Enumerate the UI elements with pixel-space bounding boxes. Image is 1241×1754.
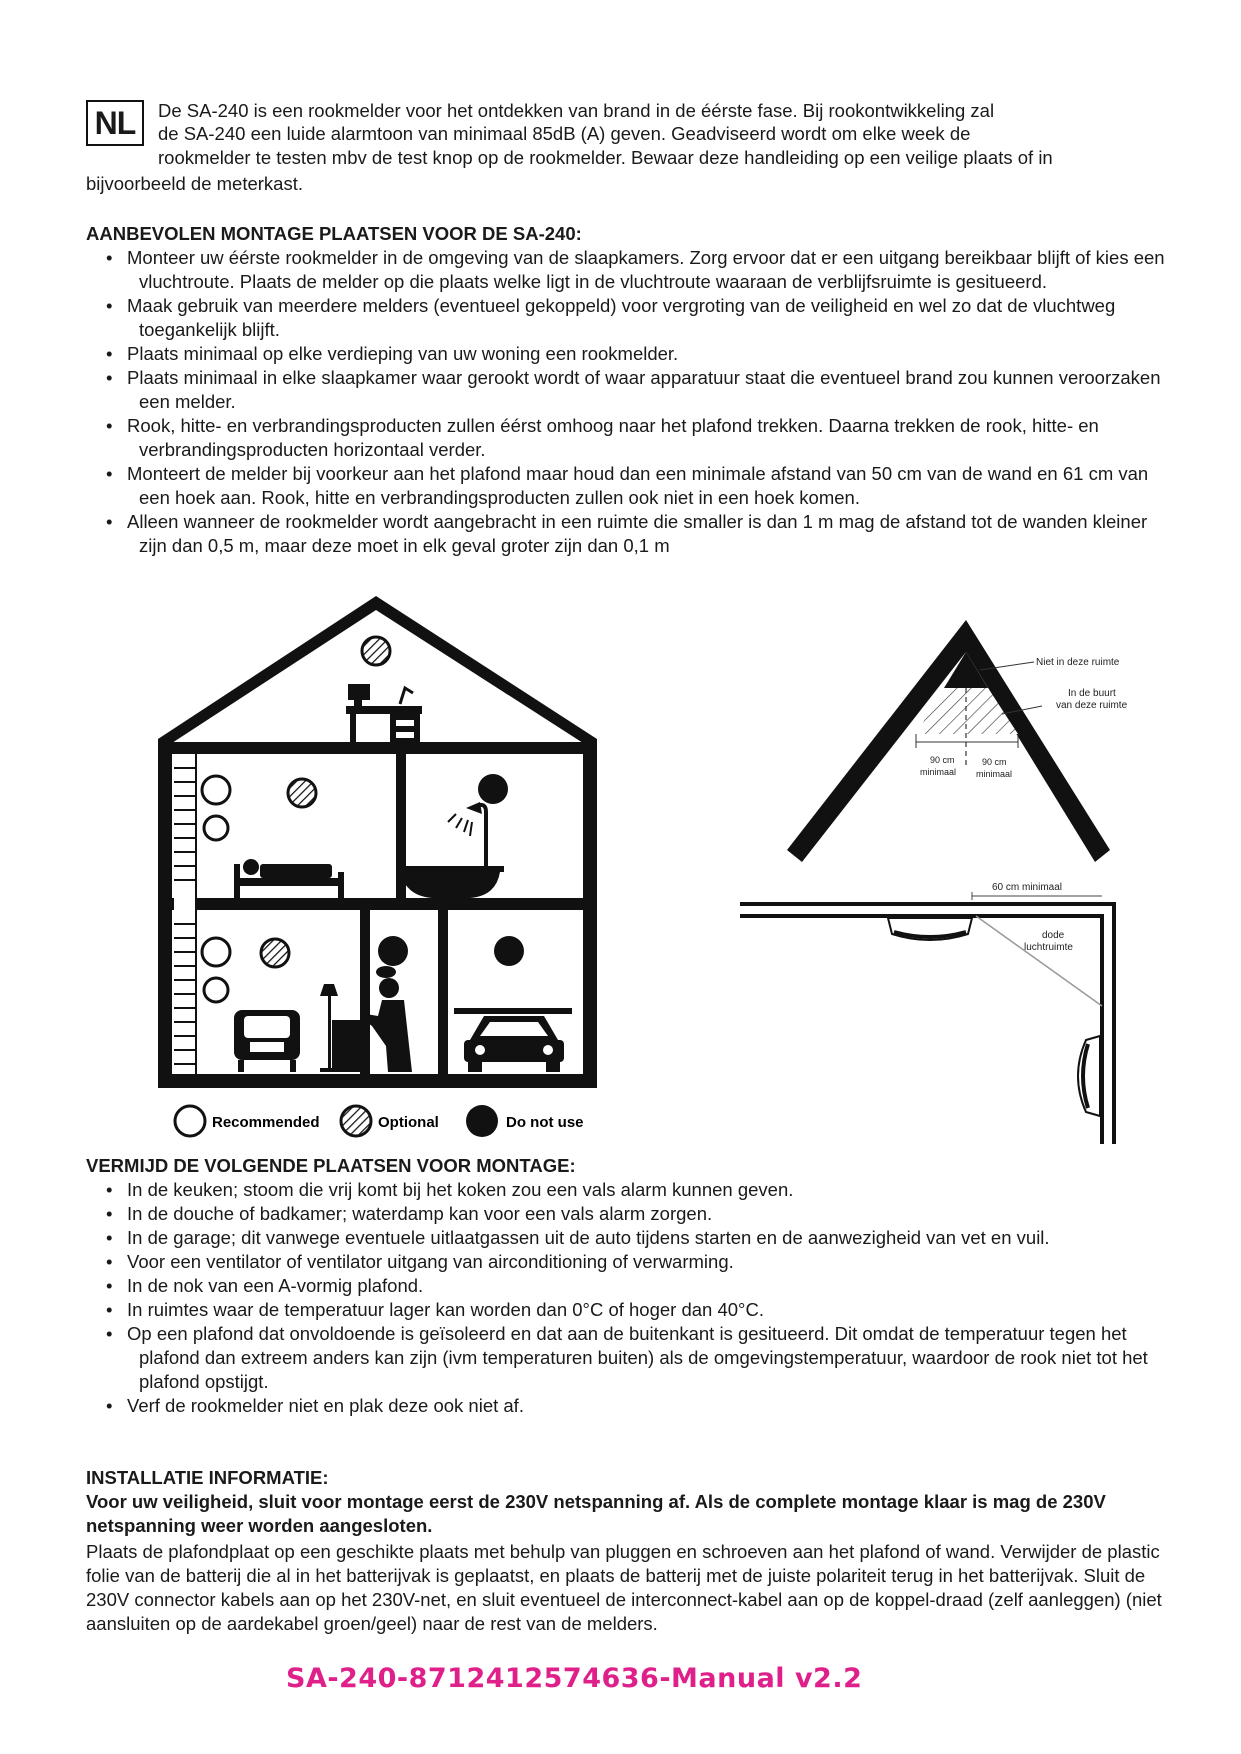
intro-line-2: de SA-240 een luide alarmtoon van minimaal 85dB (A) geven. Geadviseerd wordt om elke week de [158,123,971,144]
manual-version-footer: SA-240-8712412574636-Manual v2.2 [286,1663,863,1694]
label-near-zone-2: van deze ruimte [1056,700,1128,711]
exit-sign-icon [204,978,228,1002]
recommended-item: • Alleen wanneer de rookmelder wordt aangebracht in een ruimte die smaller is dan 1 m mag de afstand tot de wanden kleiner zijn dan 0,5 m, maar deze moet in elk geval groter zijn dan 0,1 m [86,510,1166,558]
recommended-list [86,246,1166,558]
recommended-item: • Plaats minimaal in elke slaapkamer waar gerookt wordt of waar apparatuur staat die eventueel brand zou kunnen veroorzaken een melder. [86,366,1166,414]
install-paragraph: Plaats de plafondplaat op een geschikte plaats met behulp van pluggen en schroeven aan het plafond of wand. Verwijder de plastic folie van de batterij die al in het batterijvak is geplaatst, en plaats de batterij met de juiste polariteit terug in het batterijvak. Sluit de 230V connector kabels aan op het 230V-net, en sluit eventueel de interconnect-kabel aan op de koppel-draad (zelf aanleggen) (niet aansluiten op de aardekabel groen/geel) naar de rest van de melders. [86,1541,1162,1634]
recommended-marker [202,938,230,966]
avoid-item: • In de douche of badkamer; waterdamp kan voor een vals alarm zorgen. [86,1202,1166,1226]
intro-line-1: De SA-240 is een rookmelder voor het ontdekken van brand in de éérste fase. Bij rookontwikkeling zal [158,100,995,121]
avoid-item: • In ruimtes waar de temperatuur lager kan worden dan 0°C of hoger dan 40°C. [86,1298,1166,1322]
recommended-item: • Monteert de melder bij voorkeur aan het plafond maar houd dan een minimale afstand van 50 cm van de wand en 61 cm van een hoek aan. Rook, hitte en verbrandingsproducten zullen ook niet in een hoek komen. [86,462,1166,510]
staircase [174,754,196,1074]
do-not-use-marker [378,936,408,966]
recommended-item: • Plaats minimaal op elke verdieping van uw woning een rookmelder. [86,342,1166,366]
avoid-heading: VERMIJD DE VOLGENDE PLAATSEN VOOR MONTAGE: [86,1155,576,1176]
wall-corner-diagram [740,876,1120,1146]
optional-marker [362,637,390,665]
legend-optional-icon [341,1106,371,1136]
house-placement-diagram [150,596,610,1146]
recommended-item: • Maak gebruik van meerdere melders (eventueel gekoppeld) voor vergroting van de veiligheid en wel zo dat de vluchtweg toegankelijk blijft. [86,294,1166,342]
legend-recommended-label: Recommended [212,1114,320,1131]
avoid-item: • In de nok van een A-vormig plafond. [86,1274,1166,1298]
avoid-item: • Verf de rookmelder niet en plak deze ook niet af. [86,1394,1166,1418]
recommended-item: • Rook, hitte- en verbrandingsproducten zullen éérst omhoog naar het plafond trekken. Daarna trekken de rook, hitte- en verbrandingsproducten horizontaal verder. [86,414,1166,462]
optional-marker [261,939,289,967]
legend-do-not-use-label: Do not use [506,1114,584,1131]
dist-left-value: 90 cm [930,755,955,765]
a-frame-ceiling-diagram [780,610,1160,870]
language-badge: NL [86,100,144,146]
avoid-item: • Op een plafond dat onvoldoende is geïsoleerd en dat aan de buitenkant is gesitueerd. Dit omdat de temperatuur tegen het plafond dan extreem anders kan zijn (ivm temperaturen buiten) als de omgevingstemperatuur, waardoor de rook niet tot het plafond opstijgt. [86,1322,1166,1394]
exit-sign-icon [204,816,228,840]
legend-optional-label: Optional [378,1114,439,1131]
avoid-item: • In de garage; dit vanwege eventuele uitlaatgassen uit de auto tijdens starten en de aanwezigheid van vet en vuil. [86,1226,1166,1250]
recommended-heading: AANBEVOLEN MONTAGE PLAATSEN VOOR DE SA-240: [86,223,582,244]
dead-air-label-2: luchtruimte [1024,942,1073,953]
label-no-zone: Niet in deze ruimte [1036,657,1120,668]
avoid-item: • In de keuken; stoom die vrij komt bij het koken zou een vals alarm kunnen geven. [86,1178,1166,1202]
dist-left-unit: minimaal [920,767,957,777]
dist-right-value: 90 cm [982,757,1007,767]
corner-distance-label: 60 cm minimaal [992,882,1063,893]
dead-air-label-1: dode [1042,930,1065,941]
dist-right-unit: minimaal [976,769,1013,779]
optional-marker [288,779,316,807]
install-heading: INSTALLATIE INFORMATIE: [86,1467,329,1488]
install-warning: Voor uw veiligheid, sluit voor montage eerst de 230V netspanning af. Als de complete montage klaar is mag de 230V netspanning weer worden aangesloten. [86,1491,1106,1536]
recommended-marker [202,776,230,804]
legend-recommended-icon [175,1106,205,1136]
intro-line-3: rookmelder te testen mbv de test knop op de rookmelder. Bewaar deze handleiding op een veilige plaats of in [158,147,1053,168]
label-near-zone-1: In de buurt [1068,688,1116,699]
avoid-list [86,1178,1166,1418]
do-not-use-marker [478,774,508,804]
legend-do-not-use-icon [466,1105,498,1137]
recommended-item: • Monteer uw éérste rookmelder in de omgeving van de slaapkamers. Zorg ervoor dat er een uitgang bereikbaar blijft of kies een vluchtroute. Plaats de melder op die plaats welke ligt in de vluchtroute waaraan de verblijfsruimte is gesitueerd. [86,246,1166,294]
intro-line-4: bijvoorbeeld de meterkast. [86,173,303,194]
avoid-item: • Voor een ventilator of ventilator uitgang van airconditioning of verwarming. [86,1250,1166,1274]
do-not-use-marker [494,936,524,966]
